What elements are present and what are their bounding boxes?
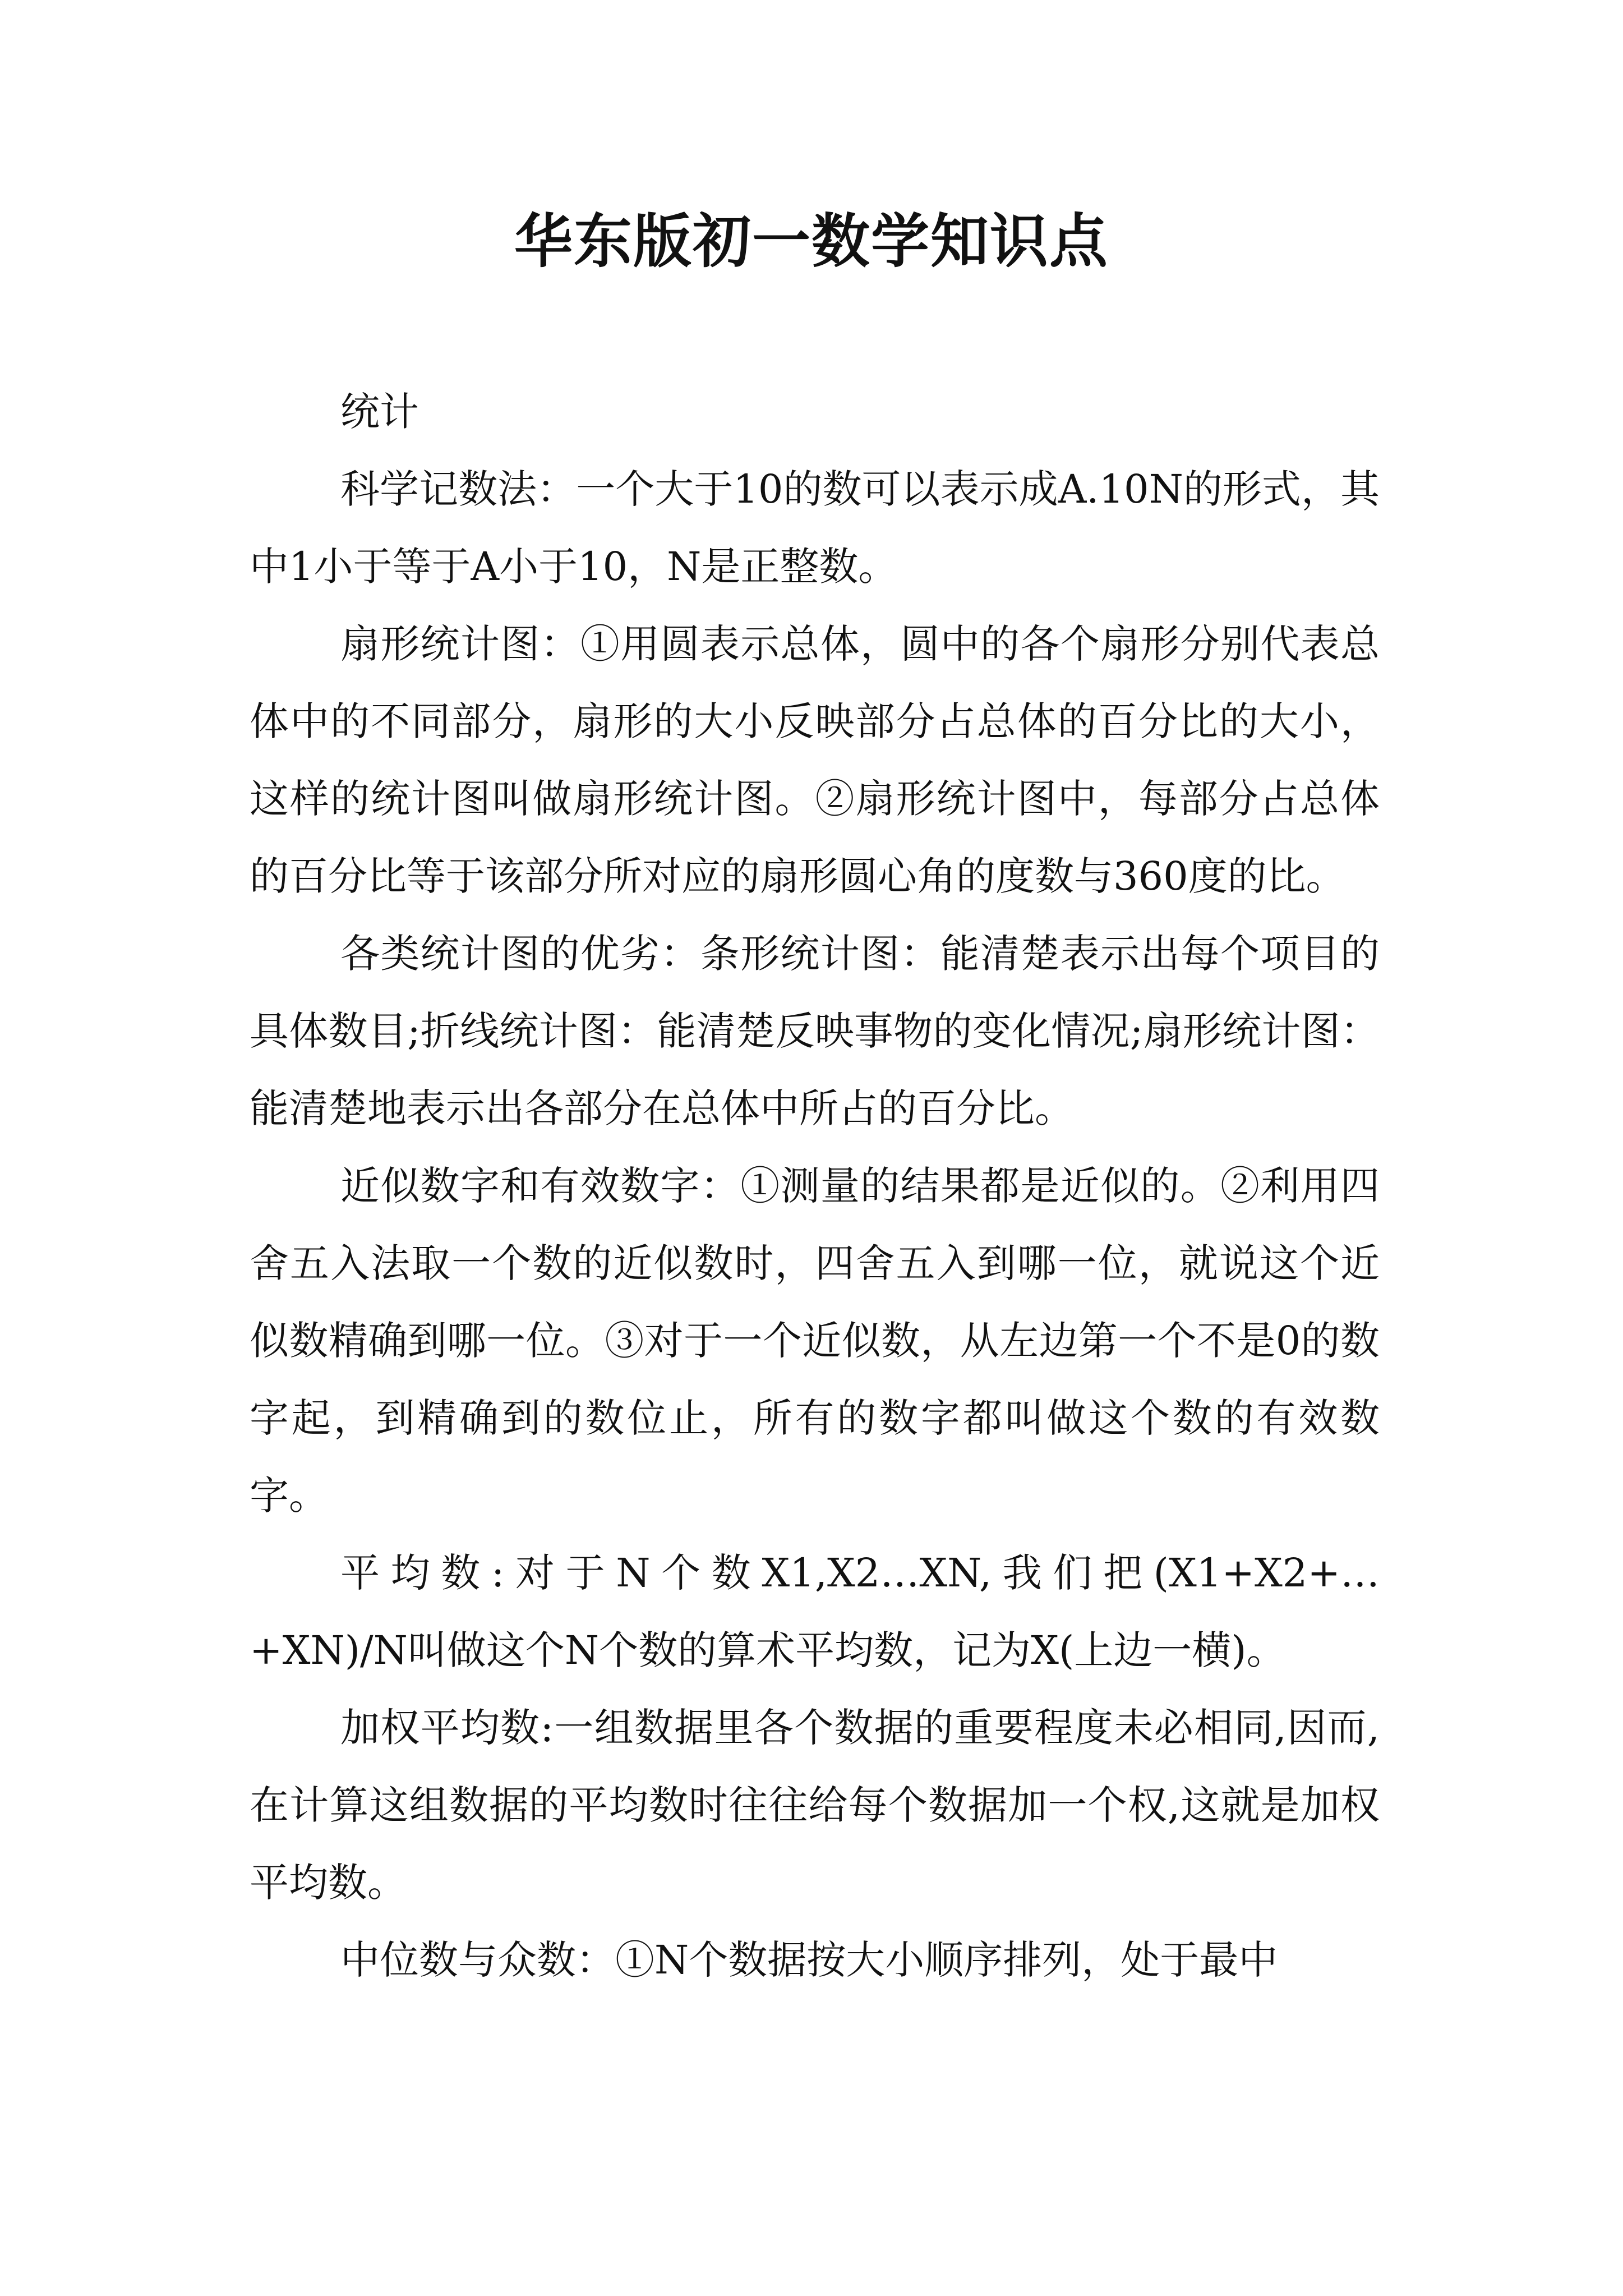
paragraph-mean: 平均数:对于N个数X1,X2…XN,我们把(X1+X2+…+XN)/N叫做这个N个数的算术平均数，记为X(上边一横)。 [250, 1550, 1380, 1673]
document-body [250, 373, 1380, 1999]
paragraph-chart-comparison: 各类统计图的优劣：条形统计图：能清楚表示出每个项目的具体数目;折线统计图：能清楚反映事物的变化情况;扇形统计图：能清楚地表示出各部分在总体中所占的百分比。 [250, 931, 1380, 1131]
paragraph-scientific-notation: 科学记数法：一个大于10的数可以表示成A.10N的形式，其中1小于等于A小于10，N是正整数。 [250, 466, 1380, 590]
paragraph-median-mode: 中位数与众数：①N个数据按大小顺序排列，处于最中 [340, 1937, 1278, 1983]
paragraph-section-heading: 统计 [340, 389, 419, 435]
page-title: 华东版初一数学知识点 [514, 207, 1109, 275]
paragraph-pie-chart: 扇形统计图：①用圆表示总体，圆中的各个扇形分别代表总体中的不同部分，扇形的大小反映部分占总体的百分比的大小，这样的统计图叫做扇形统计图。②扇形统计图中，每部分占总体的百分比等于该部分所对应的扇形圆心角的度数与360度的比。 [250, 621, 1380, 899]
paragraph-weighted-mean: 加权平均数:一组数据里各个数据的重要程度未必相同,因而,在计算这组数据的平均数时往往给每个数据加一个权,这就是加权平均数。 [250, 1705, 1380, 1906]
paragraph-approximate-numbers: 近似数字和有效数字：①测量的结果都是近似的。②利用四舍五入法取一个数的近似数时，四舍五入到哪一位，就说这个近似数精确到哪一位。③对于一个近似数，从左边第一个不是0的数字起，到精确到的数位止，所有的数字都叫做这个数的有效数字。 [250, 1163, 1380, 1519]
